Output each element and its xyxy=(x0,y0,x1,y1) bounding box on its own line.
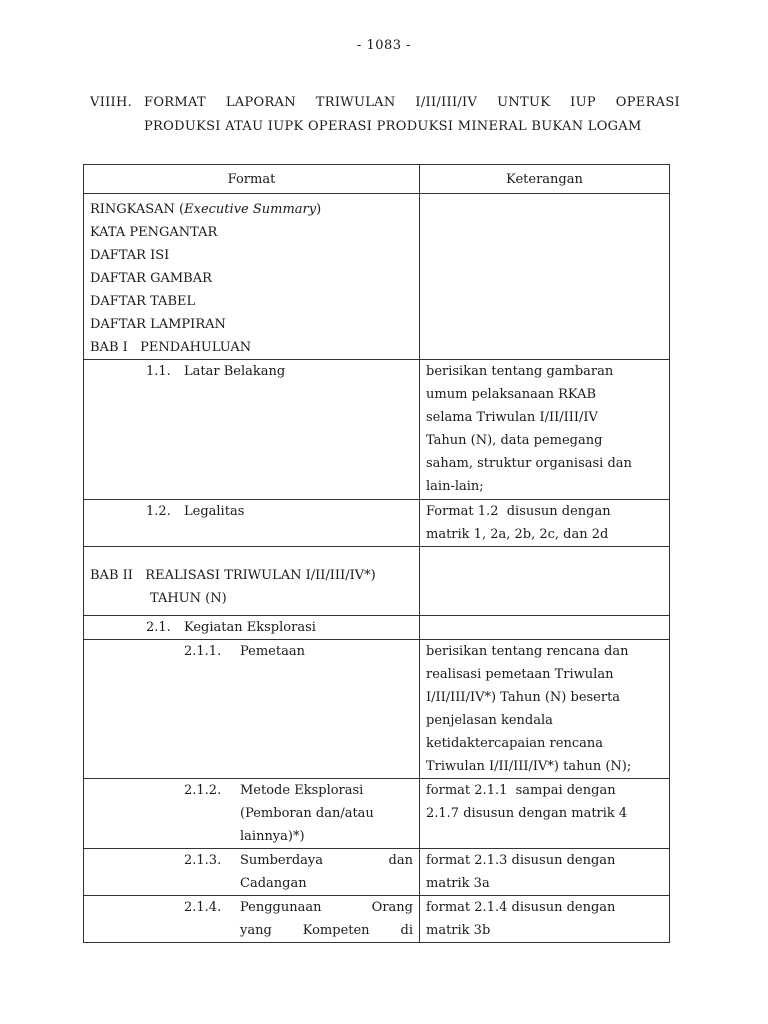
table-row xyxy=(84,896,670,943)
bab2-cell xyxy=(84,547,420,616)
item-title: Metode Eksplorasi (Pemboran dan/atau lainnya)*) xyxy=(240,783,374,844)
section-heading xyxy=(90,91,680,139)
desc-line: format 2.1.1 sampai dengan xyxy=(426,783,616,798)
desc-line: Triwulan I/II/III/IV*) tahun (N); xyxy=(426,759,632,774)
format-cell xyxy=(84,360,420,500)
heading-word: FORMAT xyxy=(144,95,206,110)
keterangan-cell xyxy=(420,779,670,849)
header-format: Format xyxy=(84,165,420,194)
item-number: 2.1.2. xyxy=(184,783,222,798)
bab2-line-1: BAB II REALISASI TRIWULAN I/II/III/IV*) xyxy=(90,568,376,583)
item-number: 2.1. xyxy=(146,620,171,635)
table-row xyxy=(84,194,670,360)
page-number: - 1083 - xyxy=(356,38,412,53)
front-matter-cell xyxy=(84,194,420,360)
front-matter-item: BAB I PENDAHULUAN xyxy=(90,340,252,355)
table-row xyxy=(84,849,670,896)
front-matter-item: DAFTAR TABEL xyxy=(90,294,196,309)
format-cell xyxy=(84,779,420,849)
desc-line: I/II/III/IV*) Tahun (N) beserta xyxy=(426,690,621,705)
keterangan-cell xyxy=(420,896,670,943)
heading-word: OPERASI xyxy=(615,95,680,110)
table-row xyxy=(84,547,670,616)
heading-word: UNTUK xyxy=(497,95,551,110)
item-number: 1.1. xyxy=(146,364,171,379)
item-title: Pemetaan xyxy=(240,644,305,659)
format-cell xyxy=(84,849,420,896)
item-number: 2.1.1. xyxy=(184,644,222,659)
desc-line: penjelasan kendala xyxy=(426,713,553,728)
item-title: Kegiatan Eksplorasi xyxy=(184,620,316,635)
desc-line: ketidaktercapaian rencana xyxy=(426,736,603,751)
heading-line-1 xyxy=(144,91,680,115)
empty-cell xyxy=(420,194,670,360)
keterangan-cell xyxy=(420,640,670,779)
desc-line: Format 1.2 disusun dengan xyxy=(426,504,611,519)
table-row xyxy=(84,360,670,500)
front-matter-item: DAFTAR GAMBAR xyxy=(90,271,212,286)
front-matter-item: DAFTAR ISI xyxy=(90,248,170,263)
desc-line: matrik 1, 2a, 2b, 2c, dan 2d xyxy=(426,527,609,542)
front-matter-ringkasan: RINGKASAN (Executive Summary) xyxy=(90,202,322,217)
desc-line: format 2.1.3 disusun dengan xyxy=(426,853,616,868)
desc-line: saham, struktur organisasi dan xyxy=(426,456,632,471)
table-row xyxy=(84,500,670,547)
keterangan-cell xyxy=(420,360,670,500)
desc-line: matrik 3b xyxy=(426,923,491,938)
empty-cell xyxy=(420,616,670,640)
item-number: 2.1.3. xyxy=(184,853,222,868)
heading-word: TRIWULAN xyxy=(315,95,396,110)
heading-word: I/II/III/IV xyxy=(415,95,478,110)
table-row xyxy=(84,779,670,849)
desc-line: 2.1.7 disusun dengan matrik 4 xyxy=(426,806,628,821)
desc-line: berisikan tentang gambaran xyxy=(426,364,614,379)
table-row xyxy=(84,640,670,779)
item-title: Legalitas xyxy=(184,504,245,519)
desc-line: realisasi pemetaan Triwulan xyxy=(426,667,614,682)
format-cell xyxy=(84,896,420,943)
table-row xyxy=(84,616,670,640)
item-title: Latar Belakang xyxy=(184,364,286,379)
heading-number: VIIIH. xyxy=(90,95,133,110)
heading-line-2: PRODUKSI ATAU IUPK OPERASI PRODUKSI MINERAL BUKAN LOGAM xyxy=(144,119,642,134)
empty-cell xyxy=(420,547,670,616)
item-title: Penggunaan Orang yang Kompeten di xyxy=(240,900,413,938)
item-title: Sumberdaya dan Cadangan xyxy=(240,853,413,891)
desc-line: selama Triwulan I/II/III/IV xyxy=(426,410,598,425)
bab2-line-2: TAHUN (N) xyxy=(150,591,227,606)
front-matter-item: KATA PENGANTAR xyxy=(90,225,218,240)
item-number: 1.2. xyxy=(146,504,171,519)
item-number: 2.1.4. xyxy=(184,900,222,915)
heading-word: IUP xyxy=(570,95,596,110)
format-cell xyxy=(84,500,420,547)
desc-line: umum pelaksanaan RKAB xyxy=(426,387,597,402)
desc-line: matrik 3a xyxy=(426,876,490,891)
desc-line: Tahun (N), data pemegang xyxy=(426,433,603,448)
format-cell xyxy=(84,640,420,779)
front-matter-item: DAFTAR LAMPIRAN xyxy=(90,317,226,332)
desc-line: format 2.1.4 disusun dengan xyxy=(426,900,616,915)
format-cell xyxy=(84,616,420,640)
desc-line: berisikan tentang rencana dan xyxy=(426,644,629,659)
header-keterangan: Keterangan xyxy=(420,165,670,194)
keterangan-cell xyxy=(420,500,670,547)
keterangan-cell xyxy=(420,849,670,896)
format-table xyxy=(83,164,670,943)
desc-line: lain-lain; xyxy=(426,479,484,494)
heading-word: LAPORAN xyxy=(225,95,296,110)
table-header-row xyxy=(84,165,670,194)
